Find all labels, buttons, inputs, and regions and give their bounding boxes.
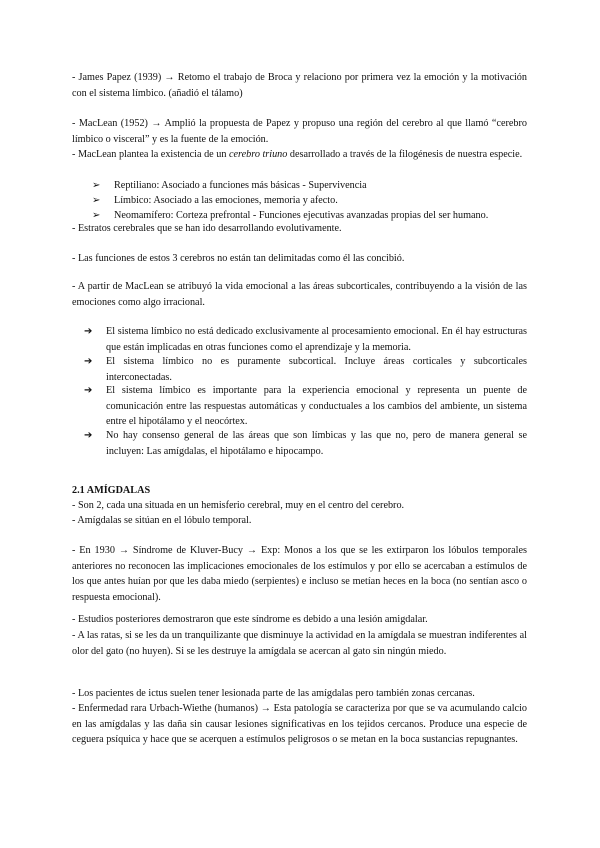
paragraph-estratos: - Estratos cerebrales que se han ido desarrollando evolutivamente. [72, 223, 342, 234]
arrow-item-1 [84, 324, 527, 355]
arrow-item-3 [84, 383, 527, 430]
sub-item-limbico [92, 193, 532, 209]
paragraph-kluver-bucy: - En 1930 → Síndrome de Kluver-Bucy → Exp: Monos a los que se les extirparon los lóbulos temporales anteriores no reconocen las implicaciones emocionales de los estímulos y por ello se acercaban a estímulos de los que antes huían por que les daba miedo (serpientes) e incluso se metían heces en la boca (no sentían asco o respuesta emocional). [72, 545, 527, 603]
section-heading: 2.1 AMÍGDALAS [72, 485, 151, 496]
arrow-bullet-icon: ➔ [84, 430, 93, 441]
arrowhead-bullet-icon: ➢ [92, 180, 101, 191]
arrow-bullet-icon: ➔ [84, 385, 93, 396]
paragraph-urbach-wiethe: - Enfermedad rara Urbach-Wiethe (humanos) → Esta patología se caracteriza por que se va acumulando calcio en las amígdalas y las daña sin causar lesiones significativas en los tejidos cercanos. Produce una especie de ceguera psíquica y hace que se acerquen a estímulos peligrosos o se metan en la boca sustancias repugnantes. [72, 703, 527, 746]
paragraph-maclean-triuno [72, 147, 527, 163]
arrow-bullet-icon: ➔ [84, 356, 93, 367]
arrow-item-4 [84, 428, 527, 459]
arrow-item-text: No hay consenso general de las áreas que son límbicas y las que no, pero de manera general se incluyen: Las amígdalas, el hipotálamo e hipocampo. [106, 430, 527, 457]
arrow-item-2 [84, 354, 527, 385]
paragraph-funciones: - Las funciones de estos 3 cerebros no están tan delimitadas como él las concibió. [72, 253, 405, 264]
paragraph-atribucion: - A partir de MacLean se atribuyó la vida emocional a las áreas subcorticales, contribuyendo a la visión de las emociones como algo irracional. [72, 281, 527, 308]
paragraph-lobulo-temporal: - Amígdalas se sitúan en el lóbulo temporal. [72, 515, 252, 526]
sub-item-text: Límbico: Asociado a las emociones, memoria y afecto. [114, 195, 338, 206]
text-segment: - MacLean plantea la existencia de un [72, 149, 229, 160]
sub-item-text: Reptiliano: Asociado a funciones más básicas - Supervivencia [114, 180, 367, 191]
sub-item-reptiliano [92, 178, 532, 194]
paragraph-son-2: - Son 2, cada una situada en un hemisferio cerebral, muy en el centro del cerebro. [72, 500, 405, 511]
arrow-item-text: El sistema límbico es importante para la experiencia emocional y representa un puente de comunicación entre las respuestas automáticas y conductuales a los cambios del ambiente, un sistema entre el hipotálamo y el neocórtex. [106, 385, 527, 428]
paragraph-ictus: - Los pacientes de ictus suelen tener lesionada parte de las amígdalas pero también zonas cercanas. [72, 688, 475, 699]
paragraph-maclean-1952: - MacLean (1952) → Amplió la propuesta de Papez y propuso una región del cerebro al que llamó “cerebro límbico o visceral” y es la fuente de la emoción. [72, 118, 527, 145]
arrow-item-text: El sistema límbico no es puramente subcortical. Incluye áreas corticales y subcorticales interconectadas. [106, 356, 527, 383]
paragraph-ratas: - A las ratas, si se les da un tranquilizante que disminuye la actividad en la amígdala se muestran indiferentes al olor del gato (no huyen). Si se les destruye la amígdala se acercan al gato sin ningún miedo. [72, 630, 527, 657]
sub-item-text: Neomamífero: Corteza prefrontal - Funciones ejecutivas avanzadas propias del ser humano. [114, 210, 489, 221]
arrow-item-text: El sistema límbico no está dedicado exclusivamente al procesamiento emocional. En él hay estructuras que están implicadas en otras funciones como el aprendizaje y la memoria. [106, 326, 527, 353]
arrowhead-bullet-icon: ➢ [92, 210, 101, 221]
arrow-bullet-icon: ➔ [84, 326, 93, 337]
arrowhead-bullet-icon: ➢ [92, 195, 101, 206]
text-segment: desarrollado a través de la filogénesis de nuestra especie. [287, 149, 523, 160]
emphasis-cerebro-triuno: cerebro triuno [228, 149, 288, 160]
paragraph-papez: - James Papez (1939) → Retomo el trabajo de Broca y relaciono por primera vez la emoción y la motivación con el sistema límbico. (añadió el tálamo) [72, 72, 527, 99]
paragraph-estudios: - Estudios posteriores demostraron que este síndrome es debido a una lesión amigdalar. [72, 614, 428, 625]
